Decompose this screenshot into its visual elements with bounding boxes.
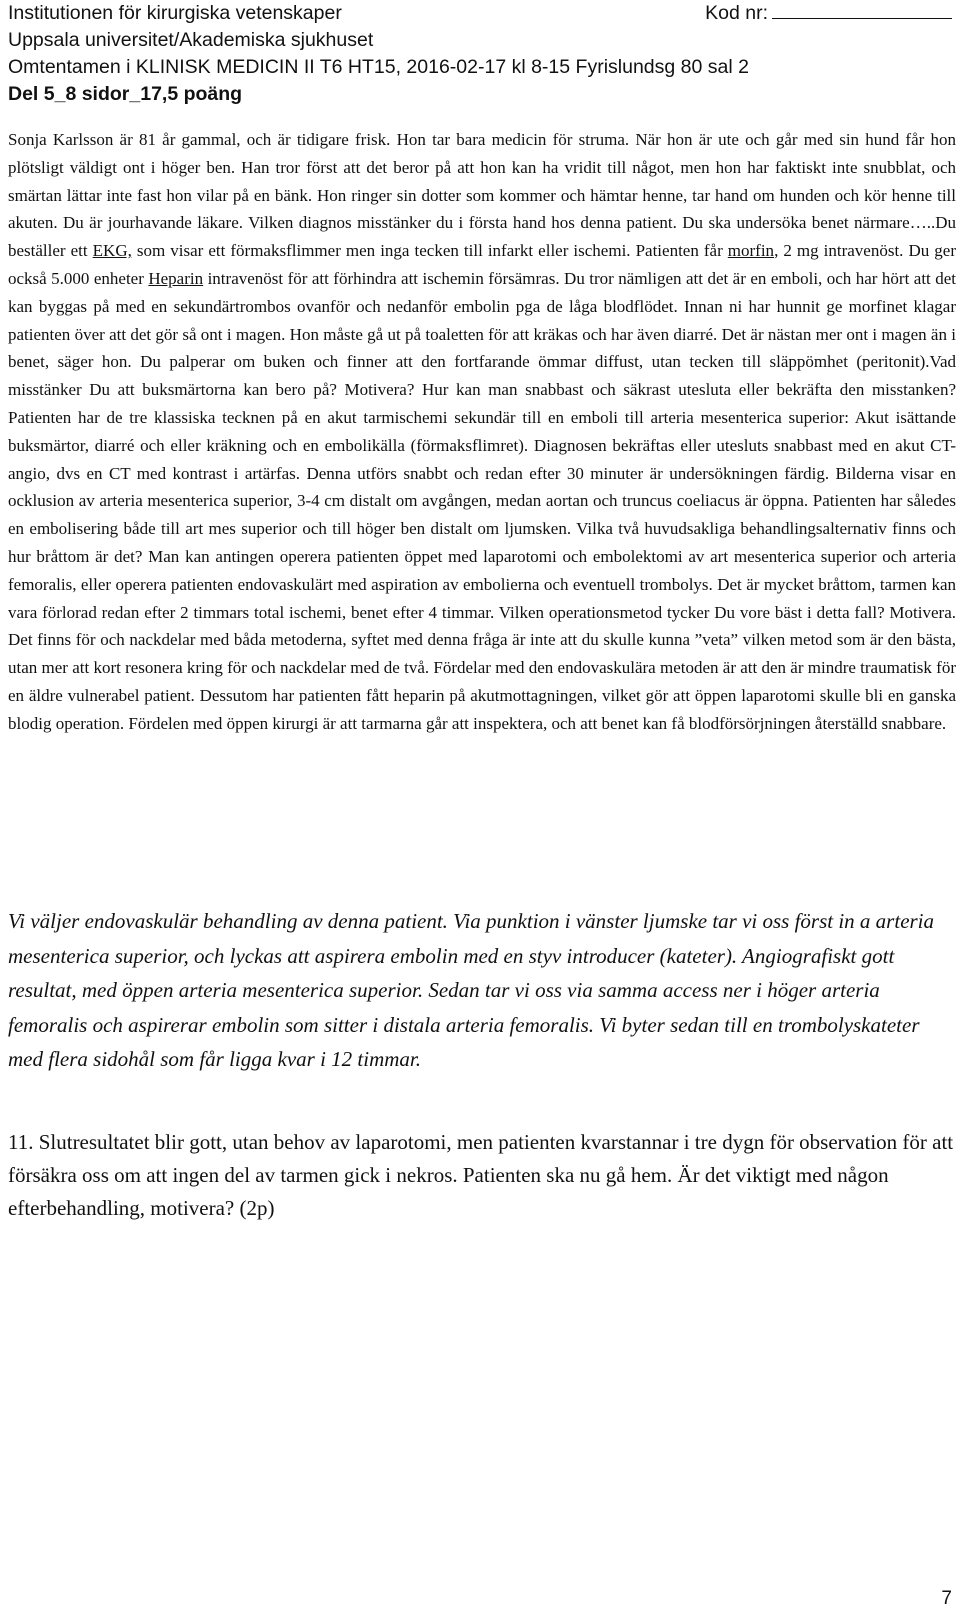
case-text-part-2: som visar ett förmaksflimmer men inga tecken till infarkt eller ischemi. Patienten får bbox=[131, 241, 728, 261]
page-header bbox=[8, 0, 952, 108]
case-text-part-4: intravenöst för att förhindra att ischemin försämras. Du tror nämligen att det är en emboli, och har hört att det kan byggas på med en sekundärtrombos ovanför och nedanför embolin pga de låga blodflödet. Innan ni har hunnit ge morfinet klagar patienten över att det gör så ont i magen. Hon måste gå ut på toaletten för att kräkas och har även diarré. Det är nästan mer ont i magen än i benet, säger hon. Du palperar om buken och finner att den fortfarande ömmar diffust, utan tecken till släppömhet (peritonit).Vad misstänker Du att buksmärtorna kan bero på? Motivera? Hur kan man snabbast och säkrast utesluta eller bekräfta den misstanken? Patienten har de tre klassiska tecknen på en akut tarmischemi sekundär till en emboli till arteria mesenterica superior: Akut isättande buksmärtor, diarré och eller kräkning och en embolikälla (förmaksflimret). Diagnosen bekräftas eller utesluts snabbast med en akut CT-angio, dvs en CT med kontrast i artärfas. Denna utförs snabbt och redan efter 30 minuter är undersökningen färdig. Bilderna visar en ocklusion av arteria mesenterica superior, 3-4 cm distalt om avgången, medan aortan och truncus coeliacus är öppna. Patienten har således en embolisering både till art mes superior och till höger ben distalt om ljumsken. Vilka två huvudsakliga behandlingsalternativ finns och hur bråttom är det? Man kan antingen operera patienten öppet med laparotomi och embolektomi av art mesenterica superior och arteria femoralis, eller operera patienten endovaskulärt med aspiration av embolierna och eventuell trombolys. Det är mycket bråttom, tarmen kan vara förlorad redan efter 2 timmars total ischemi, benet efter 4 timmar. Vilken operationsmetod tycker Du vore bäst i detta fall? Motivera. Det finns för och nackdelar med båda metoderna, syftet med denna fråga är inte att du skulle kunna ”veta” vilken metod som är den bästa, utan mer att kort resonera kring för och nackdelar med de två. Fördelar med den endovaskulära metoden är att den är mindre traumatisk för en äldre vulnerabel patient. Dessutom har patienten fått heparin på akutmottagningen, vilket gör att öppen laparotomi skulle bli en ganska blodig operation. Fördelen med öppen kirurgi är att tarmarna går att inspektera, och att benet kan få blodförsörjningen återställd snabbare. bbox=[8, 268, 956, 733]
university-name: Uppsala universitet/Akademiska sjukhuset bbox=[8, 29, 374, 51]
page-number: 7 bbox=[941, 1588, 952, 1609]
exam-title: Omtentamen i KLINISK MEDICIN II T6 HT15, 2016-02-17 kl 8-15 Fyrislundsg 80 sal 2 bbox=[8, 56, 749, 78]
code-number-field bbox=[705, 0, 952, 27]
code-number-blank-line bbox=[772, 0, 952, 19]
ekg-term: EKG, bbox=[92, 241, 132, 261]
case-text-part-3: , 2 mg intravenöst. Du ger också 5.000 enheter bbox=[8, 241, 956, 288]
heparin-term: Heparin bbox=[148, 268, 204, 288]
treatment-description: Vi väljer endovaskulär behandling av denna patient. Via punktion i vänster ljumske tar vi oss först in a arteria mesenterica superior, och lyckas att aspirera embolin med en styv introducer (kateter). Angiografiskt gott resultat, med öppen arteria mesenterica superior. Sedan tar vi oss via samma access ner i höger arteria femoralis och aspirerar embolin som sitter i distala arteria femoralis. Vi byter sedan till en trombolyskateter med flera sidohål som får ligga kvar i 12 timmar. bbox=[8, 909, 935, 1072]
section-title: Del 5_8 sidor_17,5 poäng bbox=[8, 83, 243, 105]
case-text-part-1: Sonja Karlsson är 81 år gammal, och är tidigare frisk. Hon tar bara medicin för struma. När hon är ute och går med sin hund får hon plötsligt väldigt ont i höger ben. Han tror först att det beror på att hon kan ha vridit till något, men hon har faktiskt inte snubblat, och smärtan lättar inte fast hon vilar på en bänk. Hon ringer sin dotter som kommer och hämtar henne, tar hand om hunden och kör henne till akuten. Du är jourhavande läkare. Vilken diagnos misstänker du i första hand hos denna patient. Du ska undersöka benet närmare…..Du beställer ett bbox=[8, 130, 956, 261]
institution-name: Institutionen för kirurgiska vetenskaper bbox=[8, 2, 342, 24]
code-number-label: Kod nr: bbox=[705, 2, 768, 24]
morfin-term: morfin bbox=[727, 241, 775, 261]
question-11: 11. Slutresultatet blir gott, utan behov av laparotomi, men patienten kvarstannar i tre dygn för observation för att försäkra oss om att ingen del av tarmen gick i nekros. Patienten ska nu gå hem. Är det viktigt med någon efterbehandling, motivera? (2p) bbox=[8, 1130, 954, 1220]
case-text bbox=[8, 126, 956, 738]
